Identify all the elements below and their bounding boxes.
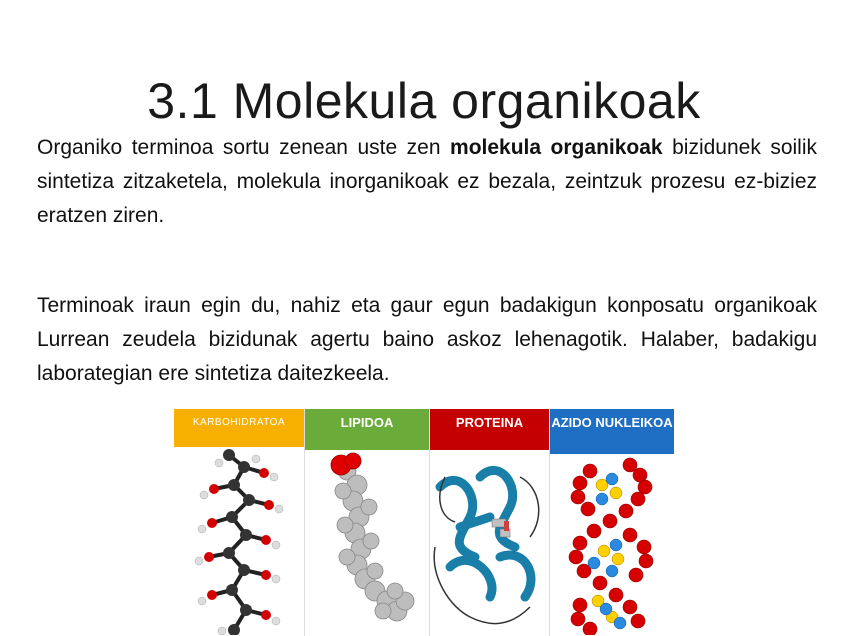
protein-ribbon-icon [430, 457, 549, 632]
column-lipid [305, 409, 430, 636]
column-header-nucleic-acid: AZIDO NUKLEIKOA [550, 409, 674, 454]
nucleic-acid-helix-icon [550, 455, 674, 635]
column-header-lipid: LIPIDOA [305, 409, 429, 450]
column-nucleic-acid [550, 409, 674, 636]
column-protein [430, 409, 550, 636]
column-header-carbohydrate: KARBOHIDRATOA [174, 409, 304, 447]
carbohydrate-molecule-icon [174, 445, 304, 635]
slide-title: 3.1 Molekula organikoak [147, 72, 701, 129]
paragraph-intro-end: bizidunek soilik sintetiza zitzaketela, molekula inorganikoak ez bezala, zeintzuk prozesu ez-biziez eratzen ziren. [37, 136, 818, 227]
paragraph-intro-start: Organiko terminoa sortu zenean uste zen [37, 136, 451, 159]
paragraph-history: Terminoak iraun egin du, nahiz eta gaur egun badakigun konposatu organikoak Lurrean zeudela bizidunak agertu baino askoz lehenagotik. Halaber, badakigu laborategian ere sintetiza daitezkeela. [37, 294, 817, 385]
lipid-molecule-icon [305, 451, 429, 636]
paragraph-intro-bold: molekula organikoak [450, 136, 663, 159]
column-header-protein: PROTEINA [430, 409, 549, 450]
paragraph-intro [37, 131, 817, 233]
column-carbohydrate [174, 409, 305, 636]
molecule-table [174, 409, 674, 636]
